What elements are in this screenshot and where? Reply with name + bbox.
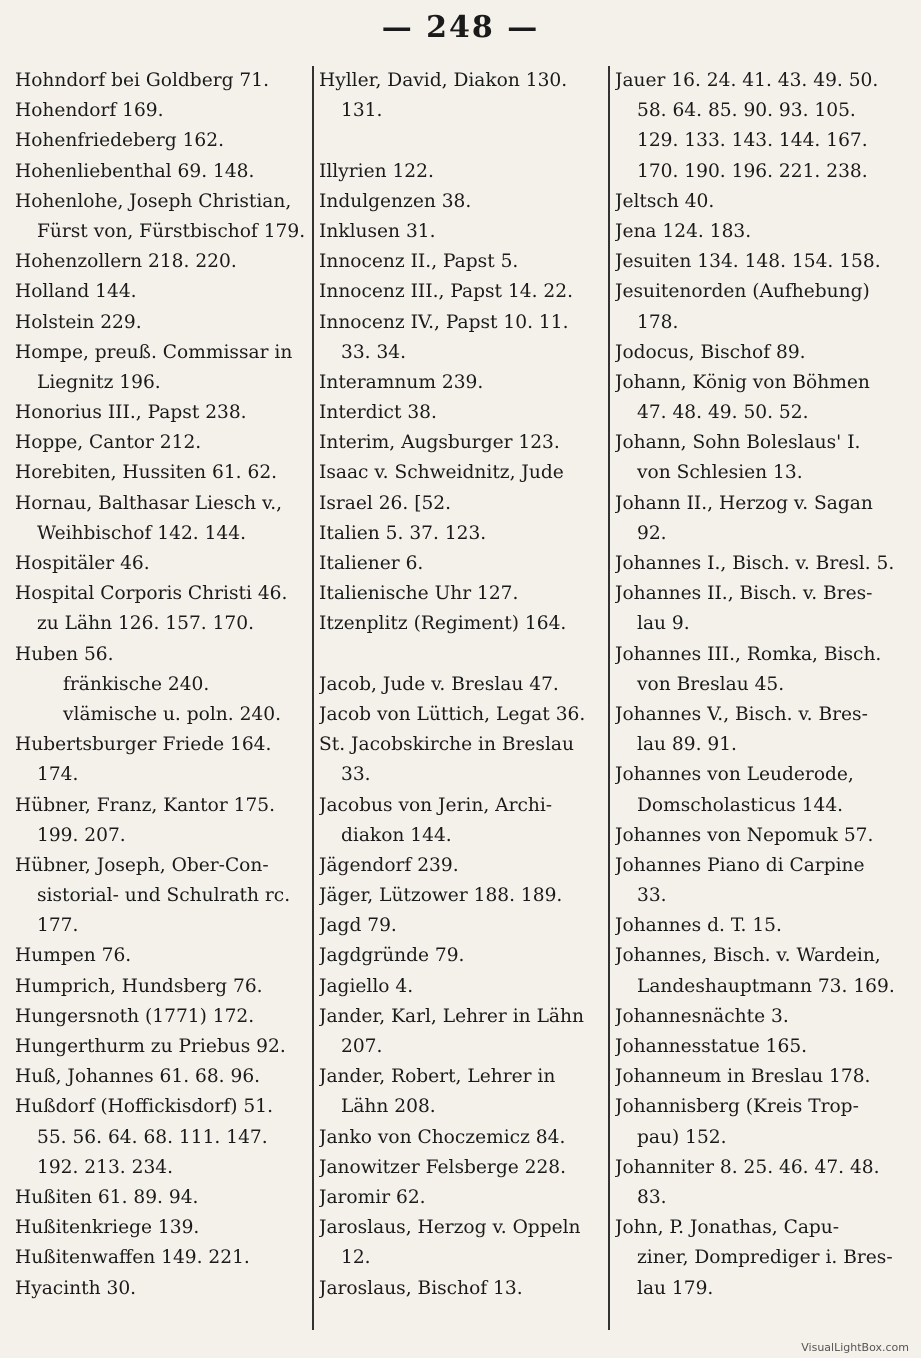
index-entry: Jander, Robert, Lehrer in [319,1066,556,1088]
index-entry: Humprich, Hundsberg 76. [15,975,263,997]
index-entry: Hornau, Balthasar Liesch v., [15,492,283,514]
index-entry: Fürst von, Fürstbischof 179. [37,220,306,242]
index-entry: Hyller, David, Diakon 130. [319,70,568,91]
index-entry: 178. [637,311,679,333]
index-entry: Israel 26. [52. [319,492,452,514]
index-entry: Jaromir 62. [319,1186,426,1208]
index-entry: Johannes, Bisch. v. Wardein, [615,945,881,967]
index-entry: Interim, Augsburger 123. [319,432,560,454]
index-entry: Domscholasticus 144. [637,794,844,816]
index-entry: Jeltsch 40. [615,190,715,212]
index-entry: Hohenfriedeberg 162. [15,130,224,152]
index-entry: Holstein 229. [15,311,142,333]
index-entry: Hußitenwaffen 149. 221. [15,1247,250,1269]
index-entry: lau 9. [637,613,690,635]
index-entry: vlämische u. poln. 240. [63,703,281,725]
index-entry: Humpen 76. [15,945,132,967]
index-entry: Jauer 16. 24. 41. 43. 49. 50. [615,70,879,91]
index-spacer [319,640,603,670]
index-entry: 33. [637,885,667,907]
index-entry: Johannesnächte 3. [615,1005,789,1027]
index-entry: Johann, Sohn Boleslaus' I. [615,432,861,454]
index-entry: Hußdorf (Hoffickisdorf) 51. [15,1096,273,1118]
index-entry: Liegnitz 196. [37,371,161,393]
index-entry: 12. [341,1247,371,1269]
index-entry: Itzenplitz (Regiment) 164. [319,613,567,635]
index-spacer [319,126,603,156]
index-entry: Johanneum in Breslau 178. [615,1066,871,1088]
index-entry: Hußiten 61. 89. 94. [15,1186,199,1208]
index-entry: Hungerthurm zu Priebus 92. [15,1036,286,1057]
index-entry: Jäger, Lützower 188. 189. [319,885,563,907]
index-entry: Illyrien 122. [319,160,434,182]
index-entry: Innocenz II., Papst 5. [319,251,519,273]
index-entry: 192. 213. 234. [37,1156,174,1178]
index-entry: Jagd 79. [319,915,397,937]
index-entry: Johannes V., Bisch. v. Bres- [615,703,868,725]
index-entry: Jacob von Lüttich, Legat 36. [319,703,586,725]
index-entry: Innocenz III., Papst 14. 22. [319,281,573,303]
index-entry: Hußitenkriege 139. [15,1217,200,1239]
index-entry: ziner, Domprediger i. Bres- [637,1247,893,1269]
index-column-2 [312,66,608,1330]
index-entry: Hohenlohe, Joseph Christian, [15,190,292,212]
index-entry: 199. 207. [37,824,126,846]
index-entry: Jagiello 4. [319,975,414,997]
index-columns [10,66,908,1330]
index-entry: Jander, Karl, Lehrer in Lähn [319,1005,584,1027]
index-entry: lau 89. 91. [637,734,737,756]
index-entry: Johannes III., Romka, Bisch. [615,643,882,665]
index-entry: pau) 152. [637,1126,727,1148]
index-entry: Italien 5. 37. 123. [319,522,487,544]
index-entry: Johannes II., Bisch. v. Bres- [615,583,873,605]
index-entry: Hospitäler 46. [15,553,150,574]
index-entry: diakon 144. [341,824,452,846]
index-entry: Horebiten, Hussiten 61. 62. [15,462,278,484]
index-entry: Janko von Choczemicz 84. [319,1126,566,1148]
index-entry: Johannes I., Bisch. v. Bresl. 5. [615,553,895,574]
index-entry: Holland 144. [15,281,137,303]
index-entry: Isaac v. Schweidnitz, Jude [319,462,564,484]
index-entry: Jaroslaus, Bischof 13. [319,1277,523,1299]
index-entry: Indulgenzen 38. [319,190,472,212]
index-entry: Hospital Corporis Christi 46. [15,583,288,605]
index-entry: 207. [341,1036,383,1057]
index-entry: Hungersnoth (1771) 172. [15,1005,255,1027]
index-entry: 177. [37,915,79,937]
index-entry: Jena 124. 183. [615,220,752,242]
index-entry: Hohenliebenthal 69. 148. [15,160,255,182]
index-entry: Landeshauptmann 73. 169. [637,975,895,997]
index-entry: Huß, Johannes 61. 68. 96. [15,1066,261,1088]
index-entry: zu Lähn 126. 157. 170. [37,613,254,635]
index-entry: Innocenz IV., Papst 10. 11. [319,311,569,333]
index-entry: Johannes Piano di Carpine [615,854,865,876]
page-number: — 248 — [381,10,540,45]
index-entry: Jacobus von Jerin, Archi- [319,794,553,816]
index-entry: Hompe, preuß. Commissar in [15,341,293,363]
index-entry: Hübner, Franz, Kantor 175. [15,794,276,816]
index-entry: Jesuiten 134. 148. 154. 158. [615,251,881,273]
index-entry: Hohendorf 169. [15,100,164,122]
index-entry: Hohndorf bei Goldberg 71. [15,70,269,91]
index-entry: Johannesstatue 165. [615,1036,808,1057]
index-entry: 33. 34. [341,341,407,363]
index-entry: Johannisberg (Kreis Trop- [615,1096,859,1118]
index-entry: Johann, König von Böhmen [615,371,870,393]
index-entry: 55. 56. 64. 68. 111. 147. [37,1126,268,1148]
index-entry: sistorial- und Schulrath rc. [37,885,291,907]
index-entry: Huben 56. [15,643,114,665]
index-entry: 33. [341,764,371,786]
index-entry: Jaroslaus, Herzog v. Oppeln [319,1217,581,1239]
index-entry: 170. 190. 196. 221. 238. [637,160,868,182]
index-entry: Johannes von Leuderode, [615,764,854,786]
index-entry: St. Jacobskirche in Breslau [319,734,574,756]
index-entry: fränkische 240. [63,673,210,695]
watermark: VisualLightBox.com [801,1341,909,1354]
index-entry: 129. 133. 143. 144. 167. [637,130,868,152]
index-entry: Interdict 38. [319,402,437,424]
index-entry: Hubertsburger Friede 164. [15,734,272,756]
index-column-3 [608,66,908,1330]
index-entry: 58. 64. 85. 90. 93. 105. [637,100,856,122]
index-entry: Interamnum 239. [319,371,484,393]
index-entry: lau 179. [637,1277,714,1299]
index-entry: Honorius III., Papst 238. [15,402,247,424]
index-entry: Lähn 208. [341,1096,436,1118]
index-entry: Jacob, Jude v. Breslau 47. [319,673,559,695]
index-entry: Jodocus, Bischof 89. [615,341,806,363]
index-entry: 92. [637,522,667,544]
index-entry: von Breslau 45. [637,673,785,695]
index-entry: John, P. Jonathas, Capu- [615,1217,840,1239]
index-entry: 174. [37,764,79,786]
index-entry: 131. [341,100,383,122]
index-column-1 [10,66,312,1330]
index-entry: Weihbischof 142. 144. [37,522,246,544]
index-entry: Johann II., Herzog v. Sagan [615,492,873,514]
index-entry: Jesuitenorden (Aufhebung) [615,281,870,303]
index-entry: Jägendorf 239. [319,854,459,876]
index-entry: Johanniter 8. 25. 46. 47. 48. [615,1156,880,1178]
index-entry: Janowitzer Felsberge 228. [319,1156,567,1178]
index-entry: 47. 48. 49. 50. 52. [637,402,809,424]
index-entry: Johannes von Nepomuk 57. [615,824,874,846]
index-entry: Hoppe, Cantor 212. [15,432,202,454]
index-entry: Italienische Uhr 127. [319,583,519,605]
index-entry: Jagdgründe 79. [319,945,465,967]
index-entry: Johannes d. T. 15. [615,915,782,937]
index-entry: Italiener 6. [319,553,424,574]
index-entry: Hübner, Joseph, Ober-Con- [15,854,269,876]
index-entry: von Schlesien 13. [637,462,803,484]
index-entry: 83. [637,1186,667,1208]
index-entry: Hohenzollern 218. 220. [15,251,237,273]
index-entry: Hyacinth 30. [15,1277,137,1299]
index-entry: Inklusen 31. [319,220,436,242]
